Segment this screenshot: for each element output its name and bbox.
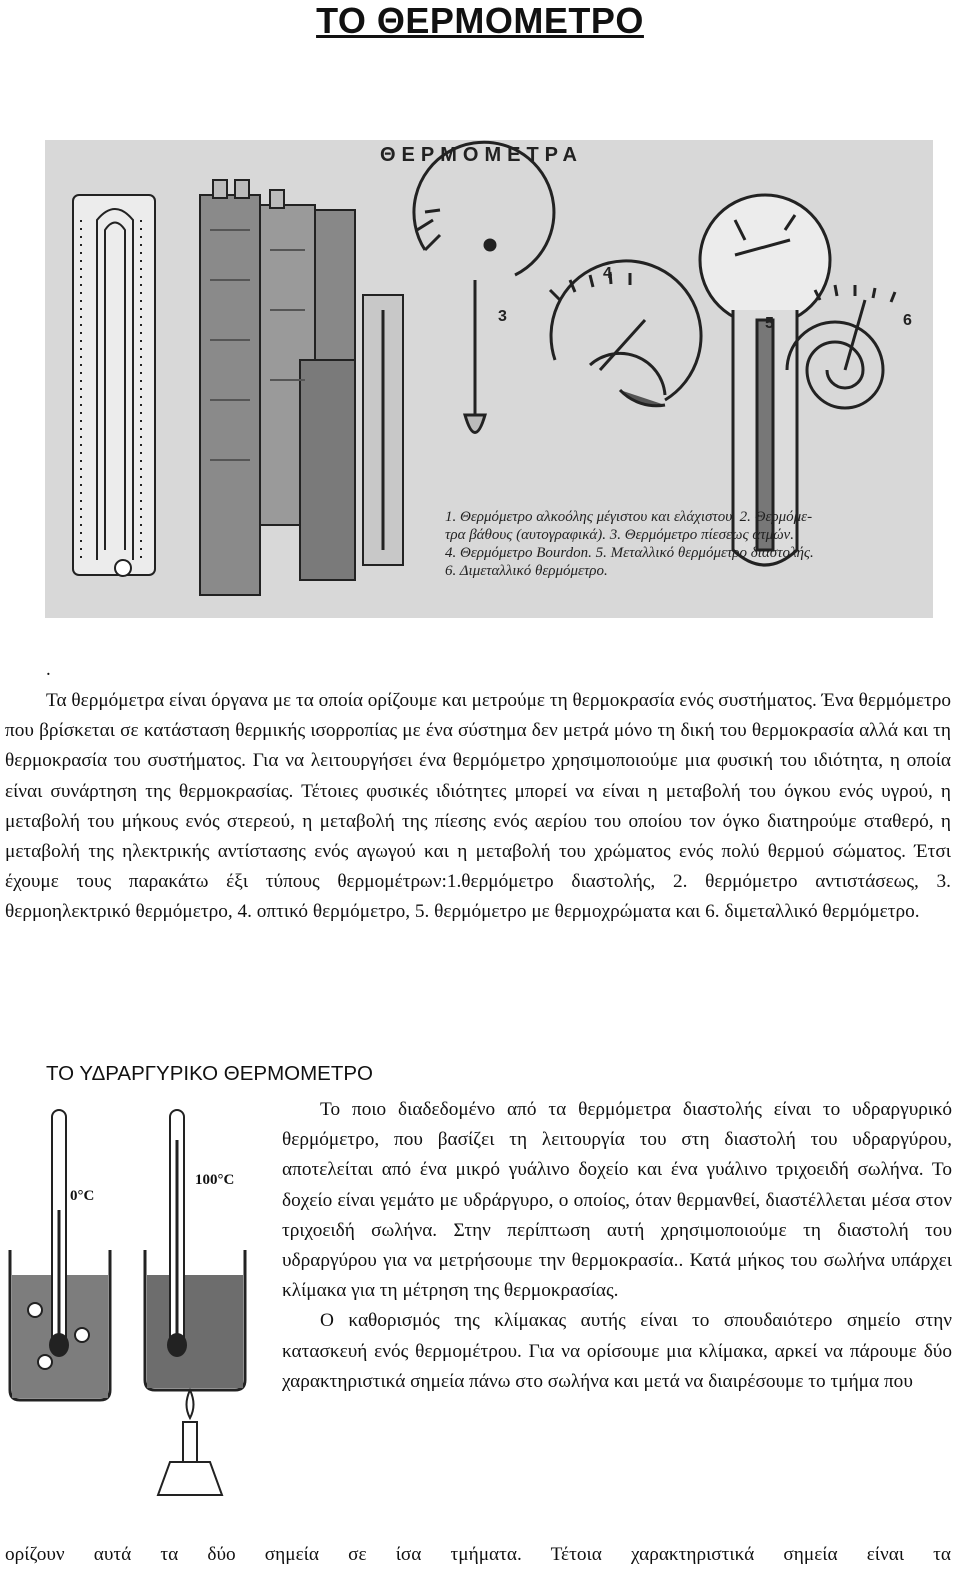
figure-number-3: 3: [498, 308, 507, 325]
mercury-paragraph: Το ποιο διαδεδομένο από τα θερμόμετρα διαστολής είναι το υδραργυρικό θερμόμετρο, που βασίζει τη λειτουργία του στη διαστολή του υδραργύρου, αποτελείται από ένα μικρό γυάλινο δοχείο και ένα γυάλινο τριχοειδή σωλήνα. Το δοχείο είναι γεμάτο με υδράργυρο, ο οποίος, όταν θερμανθεί, διαστέλλεται μέσα στον τριχοειδή σωλήνα. Στην περίπτωση αυτή χρησιμοποιούμε τη διαστολή του υδραργύρου για να μετρήσουμε την θερμοκρασία.. Κατά μήκος του σωλήνα υπάρχει κλίμακα για τη μέτρηση της θερμοκρασίας.: [282, 1099, 952, 1302]
label-hundred-celsius: 100°C: [195, 1172, 235, 1188]
figure-number-6: 6: [903, 312, 912, 329]
figure-number-5: 5: [765, 315, 774, 332]
intro-paragraph: Τα θερμόμετρα είναι όργανα με τα οποία ορίζουμε και μετρούμε τη θερμοκρασία ενός συστήματος. Ένα θερμόμετρο που βρίσκεται σε κατάσταση θερμικής ισορροπίας με ένα σύστημα δεν μετρά μόνο τη δική του θερμοκρασία αλλά και τη θερμοκρασία του συστήματος. Για να λειτουργήσει ένα θερμόμετρο χρησιμοποιούμε μια φυσική του ιδιότητα, η οποία είναι συνάρτηση της θερμοκρασίας. Τέτοιες φυσικές ιδιότητες μπορεί να είναι η μεταβολή του όγκου ενός υγρού, η μεταβολή του μήκους ενός στερεού, η μεταβολή της πίεσης ενός αερίου του οποίου τον όγκο διατηρούμε σταθερό, η μεταβολή της ηλεκτρικής αντίστασης ενός αγωγού και η μεταβολή του χρώματος ενός πολύ θερμού σώματος. Έτσι έχουμε τους παρακάτω έξι τύπους θερμομέτρων:1.θερμόμετρο διαστολής, 2. θερμόμετρο αντιστάσεως, 3. θερμοηλεκτρικό θερμόμετρο, 4. οπτικό θερμόμετρο, 5. θερμόμετρο με θερμοχρώματα και 6. διμεταλλικό θερμόμετρο.: [5, 690, 951, 923]
caption-line: 1. Θερμόμετρο αλκοόλης μέγιστου και ελάχιστου. 2. Θερμόμε-: [445, 509, 813, 525]
thermometers-figure: [45, 140, 933, 618]
figure-number-4: 4: [603, 265, 612, 282]
figure-heading: ΘΕΡΜΟΜΕΤΡΑ: [380, 144, 583, 166]
figure-caption: [445, 508, 933, 580]
label-zero-celsius: 0°C: [70, 1188, 95, 1204]
caption-line: 6. Διμεταλλικό θερμόμετρο.: [445, 563, 608, 579]
caption-line: 4. Θερμόμετρο Bourdon. 5. Μεταλλικό θερμόμετρο διαστολής.: [445, 545, 814, 561]
mercury-paragraph-block: [282, 1095, 952, 1397]
caption-line: τρα βάθους (αυτογραφικά). 3. Θερμόμετρο πίεσεως ατμών.: [445, 527, 794, 543]
mercury-thermometer-illustration: [0, 1100, 270, 1520]
beakers-drawing: [0, 1100, 270, 1520]
section-heading: ΤΟ ΥΔΡΑΡΓΥΡΙΚΟ ΘΕΡΜΟΜΕΤΡΟ: [46, 1062, 373, 1085]
page-title: ΤΟ ΘΕΡΜΟΜΕΤΡΟ: [316, 0, 644, 41]
stray-dot: .: [46, 659, 51, 680]
scale-paragraph: Ο καθορισμός της κλίμακας αυτής είναι το σπουδαιότερο σημείο στην κατασκευή ενός θερμομέτρου. Για να ορίσουμε μια κλίμακα, αρκεί να πάρουμε δύο χαρακτηριστικά σημεία πάνω στο σωλήνα και μετά να διαιρέσουμε το τμήμα που: [282, 1310, 952, 1392]
closing-line: ορίζουν αυτά τα δύο σημεία σε ίσα τμήματα. Τέτοια χαρακτηριστικά σημεία είναι τα: [5, 1544, 951, 1565]
